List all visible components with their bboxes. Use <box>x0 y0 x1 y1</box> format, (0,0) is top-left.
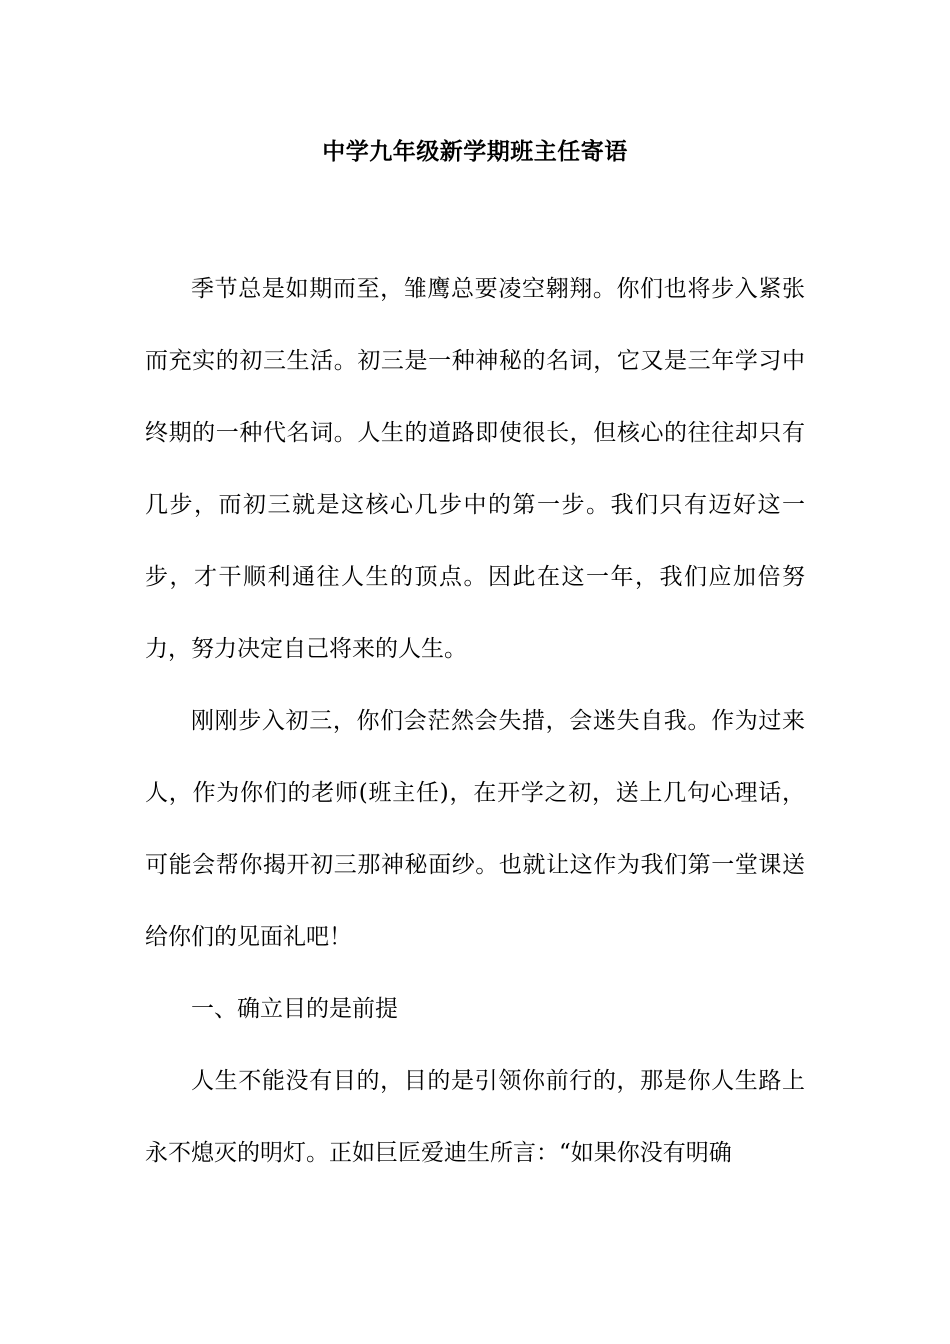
paragraph-1: 季节总是如期而至，雏鹰总要凌空翱翔。你们也将步入紧张而充实的初三生活。初三是一种神秘的名词，它又是三年学习中终期的一种代名词。人生的道路即使很长，但核心的往往却只有几步，而初三就是这核心几步中的第一步。我们只有迈好这一步，才干顺利通往人生的顶点。因此在这一年，我们应加倍努力，努力决定自己将来的人生。 <box>145 276 805 662</box>
document-title: 中学九年级新学期班主任寄语 <box>322 138 628 165</box>
paragraph-3: 人生不能没有目的，目的是引领你前行的，那是你人生路上永不熄灭的明灯。正如巨匠爱迪生所言：“如果你没有明确 <box>145 1068 805 1166</box>
section-heading-1: 一、确立目的是前提 <box>191 996 398 1022</box>
document-body <box>145 253 805 1189</box>
paragraph-2: 刚刚步入初三，你们会茫然会失措，会迷失自我。作为过来人，作为你们的老师(班主任)，在开学之初，送上几句心理话，可能会帮你揭开初三那神秘面纱。也就让这作为我们第一堂课送给你们的见面礼吧！ <box>145 708 805 950</box>
